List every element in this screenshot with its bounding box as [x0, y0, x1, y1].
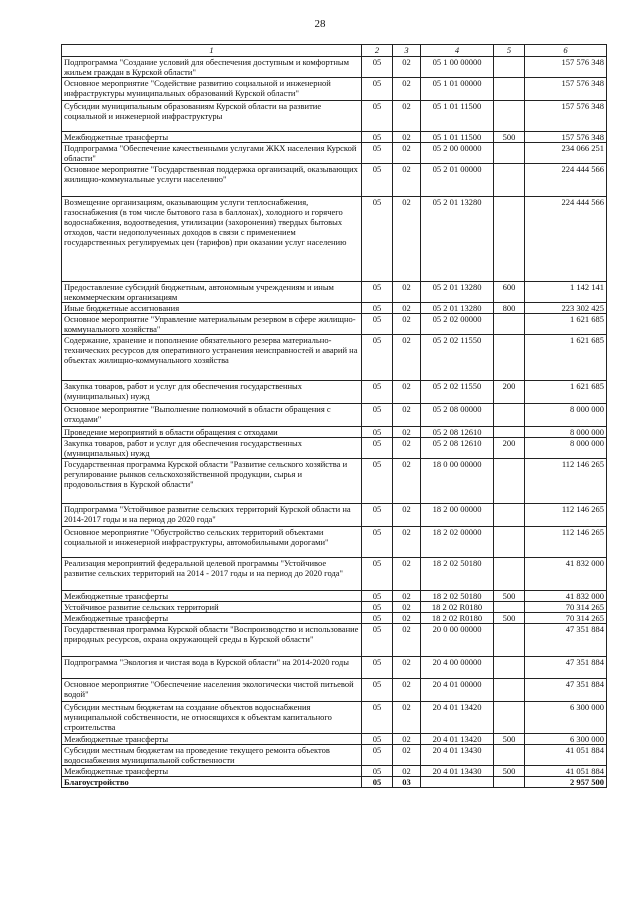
row-amount: 1 621 685	[525, 314, 607, 335]
row-section: 05	[362, 527, 393, 558]
row-target-article: 18 2 02 R0180	[421, 602, 494, 613]
row-name: Реализация мероприятий федеральной целевой программы "Устойчивое развитие сельских территорий на 2014 - 2017 годы и на период до 2020 года"	[62, 558, 362, 591]
row-target-article: 05 2 01 13280	[421, 197, 494, 282]
row-name: Основное мероприятие "Государственная поддержка организаций, оказывающих жилищно-коммунальные услуги населению"	[62, 164, 362, 197]
row-expense-type	[494, 197, 525, 282]
row-section: 05	[362, 101, 393, 132]
row-target-article: 05 2 01 13280	[421, 303, 494, 314]
row-section: 05	[362, 438, 393, 459]
header-sum: 6	[525, 45, 607, 57]
row-target-article: 20 4 01 13420	[421, 734, 494, 745]
row-name: Межбюджетные трансферты	[62, 591, 362, 602]
row-section: 05	[362, 314, 393, 335]
table-row	[62, 314, 607, 335]
row-section: 05	[362, 745, 393, 766]
row-section: 05	[362, 624, 393, 657]
row-expense-type	[494, 602, 525, 613]
page-number: 28	[314, 18, 326, 30]
row-target-article: 20 4 00 00000	[421, 657, 494, 679]
table-row	[62, 624, 607, 657]
row-target-article: 05 2 01 00000	[421, 164, 494, 197]
row-name: Возмещение организациям, оказывающим услуги теплоснабжения, газоснабжения (в том числе бытового газа в баллонах), холодного и горячего водоснабжения, водоотведения, утилизации (захоронения) твердых бытовых отходов, части недополученных доходов в связи с применением государственных регулируемых цен (тарифов) при оказании услуг населению	[62, 197, 362, 282]
row-subsection: 02	[393, 591, 421, 602]
row-target-article: 05 2 01 13280	[421, 282, 494, 303]
header-name: 1	[62, 45, 362, 57]
row-expense-type	[494, 404, 525, 427]
row-subsection: 02	[393, 101, 421, 132]
row-amount: 112 146 265	[525, 527, 607, 558]
row-target-article: 05 2 02 11550	[421, 335, 494, 381]
table-row	[62, 427, 607, 438]
row-amount: 2 957 500	[525, 777, 607, 788]
row-name: Подпрограмма "Экология и чистая вода в Курской области" на 2014-2020 годы	[62, 657, 362, 679]
row-target-article: 20 4 01 13430	[421, 745, 494, 766]
row-expense-type: 500	[494, 591, 525, 602]
row-amount: 224 444 566	[525, 164, 607, 197]
table-row	[62, 591, 607, 602]
table-row	[62, 143, 607, 164]
row-target-article: 05 2 08 00000	[421, 404, 494, 427]
row-section: 05	[362, 132, 393, 143]
row-name: Основное мероприятие "Управление материальным резервом в сфере жилищно-коммунального хозяйства"	[62, 314, 362, 335]
row-target-article: 20 0 00 00000	[421, 624, 494, 657]
row-section: 05	[362, 679, 393, 702]
row-target-article: 18 0 00 00000	[421, 459, 494, 504]
row-subsection: 02	[393, 613, 421, 624]
row-expense-type	[494, 101, 525, 132]
table-row	[62, 504, 607, 527]
row-name: Иные бюджетные ассигнования	[62, 303, 362, 314]
row-name: Основное мероприятие "Обустройство сельских территорий объектами социальной и инженерной инфраструктуры, автомобильными дорогами"	[62, 527, 362, 558]
row-subsection: 02	[393, 679, 421, 702]
row-expense-type: 500	[494, 766, 525, 777]
row-name: Субсидии местным бюджетам на проведение текущего ремонта объектов водоснабжения муниципальной собственности	[62, 745, 362, 766]
row-subsection: 02	[393, 558, 421, 591]
row-subsection: 02	[393, 381, 421, 404]
row-name: Субсидии местным бюджетам на создание объектов водоснабжения муниципальной собственности, не относящихся к объектам капитального строительства	[62, 702, 362, 734]
row-amount: 47 351 884	[525, 657, 607, 679]
row-subsection: 02	[393, 57, 421, 78]
table-row	[62, 57, 607, 78]
row-subsection: 02	[393, 143, 421, 164]
row-amount: 41 832 000	[525, 558, 607, 591]
header-pr: 3	[393, 45, 421, 57]
row-section: 05	[362, 591, 393, 602]
row-amount: 41 051 884	[525, 745, 607, 766]
row-amount: 157 576 348	[525, 78, 607, 101]
table-row	[62, 101, 607, 132]
row-section: 05	[362, 335, 393, 381]
row-amount: 1 621 685	[525, 381, 607, 404]
row-section: 05	[362, 78, 393, 101]
row-amount: 8 000 000	[525, 427, 607, 438]
header-rz: 2	[362, 45, 393, 57]
row-amount: 224 444 566	[525, 197, 607, 282]
row-subsection: 02	[393, 335, 421, 381]
row-expense-type	[494, 624, 525, 657]
row-name: Основное мероприятие "Обеспечение населения экологически чистой питьевой водой"	[62, 679, 362, 702]
row-name: Межбюджетные трансферты	[62, 132, 362, 143]
table-row	[62, 459, 607, 504]
row-target-article: 05 1 01 11500	[421, 101, 494, 132]
row-expense-type: 500	[494, 613, 525, 624]
row-subsection: 02	[393, 602, 421, 613]
row-name: Предоставление субсидий бюджетным, автономным учреждениям и иным некоммерческим организациям	[62, 282, 362, 303]
row-target-article: 20 4 01 13430	[421, 766, 494, 777]
table-header-row	[62, 45, 607, 57]
row-amount: 47 351 884	[525, 679, 607, 702]
row-section: 05	[362, 558, 393, 591]
row-target-article: 05 2 08 12610	[421, 438, 494, 459]
row-subsection: 02	[393, 404, 421, 427]
table-row	[62, 777, 607, 788]
row-amount: 8 000 000	[525, 438, 607, 459]
row-name: Закупка товаров, работ и услуг для обеспечения государственных (муниципальных) нужд	[62, 381, 362, 404]
table-row	[62, 657, 607, 679]
table-row	[62, 527, 607, 558]
row-subsection: 02	[393, 745, 421, 766]
row-subsection: 02	[393, 734, 421, 745]
row-section: 05	[362, 427, 393, 438]
row-target-article: 20 4 01 13420	[421, 702, 494, 734]
row-target-article: 05 2 02 00000	[421, 314, 494, 335]
row-subsection: 02	[393, 438, 421, 459]
row-subsection: 02	[393, 459, 421, 504]
row-expense-type	[494, 335, 525, 381]
row-section: 05	[362, 702, 393, 734]
row-subsection: 02	[393, 78, 421, 101]
row-amount: 8 000 000	[525, 404, 607, 427]
row-name: Подпрограмма "Устойчивое развитие сельских территорий Курской области на 2014-2017 годы и на период до 2020 года"	[62, 504, 362, 527]
header-vr: 5	[494, 45, 525, 57]
row-expense-type	[494, 57, 525, 78]
row-section: 05	[362, 282, 393, 303]
table-row	[62, 404, 607, 427]
row-name: Подпрограмма "Создание условий для обеспечения доступным и комфортным жильем граждан в Курской области"	[62, 57, 362, 78]
table-row	[62, 766, 607, 777]
row-expense-type	[494, 78, 525, 101]
table-row	[62, 78, 607, 101]
row-target-article: 05 1 01 11500	[421, 132, 494, 143]
row-amount: 223 302 425	[525, 303, 607, 314]
row-target-article: 18 2 00 00000	[421, 504, 494, 527]
row-expense-type: 800	[494, 303, 525, 314]
row-name: Основное мероприятие "Выполнение полномочий в области обращения с отходами"	[62, 404, 362, 427]
row-section: 05	[362, 602, 393, 613]
row-expense-type	[494, 777, 525, 788]
row-target-article: 18 2 02 00000	[421, 527, 494, 558]
row-target-article: 18 2 02 R0180	[421, 613, 494, 624]
row-expense-type: 200	[494, 381, 525, 404]
row-subsection: 02	[393, 132, 421, 143]
row-expense-type	[494, 558, 525, 591]
row-expense-type	[494, 427, 525, 438]
row-name: Государственная программа Курской области "Воспроизводство и использование природных ресурсов, охрана окружающей среды в Курской области"	[62, 624, 362, 657]
row-subsection: 02	[393, 527, 421, 558]
table-row	[62, 679, 607, 702]
table-row	[62, 303, 607, 314]
table-row	[62, 602, 607, 613]
row-name: Подпрограмма "Обеспечение качественными услугами ЖКХ населения Курской области"	[62, 143, 362, 164]
row-subsection: 02	[393, 164, 421, 197]
row-section: 05	[362, 766, 393, 777]
row-section: 05	[362, 164, 393, 197]
row-name: Устойчивое развитие сельских территорий	[62, 602, 362, 613]
row-section: 05	[362, 57, 393, 78]
row-amount: 157 576 348	[525, 101, 607, 132]
row-expense-type	[494, 459, 525, 504]
budget-table	[61, 44, 607, 788]
row-section: 05	[362, 504, 393, 527]
row-section: 05	[362, 734, 393, 745]
row-amount: 6 300 000	[525, 702, 607, 734]
row-expense-type: 200	[494, 438, 525, 459]
row-expense-type: 500	[494, 132, 525, 143]
row-name: Межбюджетные трансферты	[62, 734, 362, 745]
table-row	[62, 702, 607, 734]
table-row	[62, 197, 607, 282]
row-amount: 47 351 884	[525, 624, 607, 657]
row-amount: 112 146 265	[525, 504, 607, 527]
row-section: 05	[362, 197, 393, 282]
row-amount: 6 300 000	[525, 734, 607, 745]
row-target-article: 18 2 02 50180	[421, 558, 494, 591]
row-subsection: 02	[393, 282, 421, 303]
row-expense-type	[494, 527, 525, 558]
row-amount: 41 051 884	[525, 766, 607, 777]
row-expense-type	[494, 164, 525, 197]
row-amount: 157 576 348	[525, 57, 607, 78]
table-row	[62, 613, 607, 624]
row-expense-type	[494, 657, 525, 679]
row-amount: 70 314 265	[525, 613, 607, 624]
row-subsection: 02	[393, 624, 421, 657]
table-row	[62, 164, 607, 197]
row-expense-type: 600	[494, 282, 525, 303]
row-subsection: 02	[393, 427, 421, 438]
table-row	[62, 558, 607, 591]
row-name: Субсидии муниципальным образованиям Курской области на развитие социальной и инженерной инфраструктуры	[62, 101, 362, 132]
row-subsection: 02	[393, 766, 421, 777]
row-name: Проведение мероприятий в области обращения с отходами	[62, 427, 362, 438]
row-subsection: 02	[393, 504, 421, 527]
row-amount: 41 832 000	[525, 591, 607, 602]
row-subsection: 02	[393, 314, 421, 335]
row-section: 05	[362, 459, 393, 504]
row-expense-type	[494, 143, 525, 164]
table-body	[62, 57, 607, 788]
row-expense-type: 500	[494, 734, 525, 745]
row-name: Основное мероприятие "Содействие развитию социальной и инженерной инфраструктуры муниципальных образований Курской области"	[62, 78, 362, 101]
row-name: Благоустройство	[62, 777, 362, 788]
table-row	[62, 132, 607, 143]
row-expense-type	[494, 314, 525, 335]
table-row	[62, 438, 607, 459]
row-amount: 234 066 251	[525, 143, 607, 164]
row-section: 05	[362, 404, 393, 427]
header-csr: 4	[421, 45, 494, 57]
row-name: Содержание, хранение и пополнение обязательного резерва материально-технических ресурсов для оперативного устранения неисправностей и аварий на объектах жилищно-коммунального хозяйства	[62, 335, 362, 381]
row-amount: 112 146 265	[525, 459, 607, 504]
row-section: 05	[362, 613, 393, 624]
table-row	[62, 282, 607, 303]
table-row	[62, 734, 607, 745]
row-subsection: 02	[393, 702, 421, 734]
row-amount: 70 314 265	[525, 602, 607, 613]
row-section: 05	[362, 657, 393, 679]
row-name: Межбюджетные трансферты	[62, 613, 362, 624]
row-target-article: 18 2 02 50180	[421, 591, 494, 602]
row-name: Государственная программа Курской области "Развитие сельского хозяйства и регулирование рынков сельскохозяйственной продукции, сырья и продовольствия в Курской области"	[62, 459, 362, 504]
row-subsection: 03	[393, 777, 421, 788]
row-target-article: 05 2 08 12610	[421, 427, 494, 438]
row-subsection: 02	[393, 657, 421, 679]
row-expense-type	[494, 679, 525, 702]
row-target-article: 05 2 02 11550	[421, 381, 494, 404]
table-row	[62, 381, 607, 404]
table-row	[62, 335, 607, 381]
row-section: 05	[362, 381, 393, 404]
row-section: 05	[362, 303, 393, 314]
row-target-article: 05 1 00 00000	[421, 57, 494, 78]
row-expense-type	[494, 702, 525, 734]
row-amount: 1 142 141	[525, 282, 607, 303]
row-target-article: 05 2 00 00000	[421, 143, 494, 164]
row-subsection: 02	[393, 197, 421, 282]
row-subsection: 02	[393, 303, 421, 314]
row-amount: 1 621 685	[525, 335, 607, 381]
row-name: Закупка товаров, работ и услуг для обеспечения государственных (муниципальных) нужд	[62, 438, 362, 459]
row-target-article	[421, 777, 494, 788]
table-row	[62, 745, 607, 766]
row-target-article: 20 4 01 00000	[421, 679, 494, 702]
row-section: 05	[362, 143, 393, 164]
row-expense-type	[494, 504, 525, 527]
row-target-article: 05 1 01 00000	[421, 78, 494, 101]
row-name: Межбюджетные трансферты	[62, 766, 362, 777]
row-section: 05	[362, 777, 393, 788]
row-amount: 157 576 348	[525, 132, 607, 143]
row-expense-type	[494, 745, 525, 766]
